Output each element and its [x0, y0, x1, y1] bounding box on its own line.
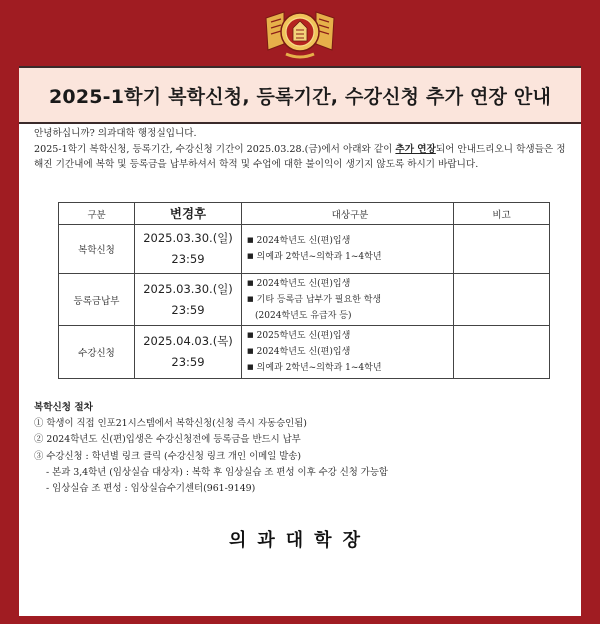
row-category: 복학신청: [59, 225, 135, 274]
deadline-time: 23:59: [171, 302, 205, 317]
header-target: 대상구분: [242, 203, 454, 225]
row-note: [454, 225, 550, 274]
row-deadline: [135, 274, 242, 326]
notice-document: [19, 66, 581, 616]
greeting-text: 안녕하십니까? 의과대학 행정실입니다.: [34, 128, 197, 139]
procedure-note: - 임상실습 조 편성 : 임상실습수기센터(961-9149): [46, 483, 256, 495]
university-emblem-icon: [262, 4, 338, 62]
bullet-icon: ■: [247, 278, 254, 287]
header-note: 비고: [454, 203, 550, 225]
row-deadline: [135, 326, 242, 379]
row-note: [454, 274, 550, 326]
schedule-table: [58, 202, 550, 379]
deadline-time: 23:59: [171, 355, 205, 369]
extension-highlight: 추가 연장: [395, 143, 436, 155]
deadline-date: 2025.03.30.(일): [143, 231, 233, 245]
notice-intro: [34, 126, 574, 173]
target-item: ■ 기타 등록금 납부가 필요한 학생: [247, 294, 382, 305]
row-deadline: [135, 225, 242, 274]
row-targets: [242, 326, 454, 379]
target-item: ■ 2025학년도 신(편)입생: [247, 331, 351, 341]
target-item: ■ 의예과 2학년~의학과 1~4학년: [247, 252, 382, 262]
notice-body: [34, 142, 574, 173]
procedure-step: ② 2024학년도 신(편)입생은 수강신청전에 등록금을 반드시 납부: [34, 434, 301, 446]
deadline-date: 2025.04.03.(목): [143, 334, 233, 348]
header-category: 구분: [59, 203, 135, 225]
bullet-icon: ■: [247, 252, 254, 260]
deadline-time: 23:59: [171, 252, 205, 266]
deadline-date: 2025.03.30.(일): [143, 281, 233, 296]
row-category: 수강신청: [59, 326, 135, 379]
target-item: ■ 의예과 2학년~의학과 1~4학년: [247, 363, 382, 373]
target-item: ■ 2024학년도 신(편)입생: [247, 278, 351, 289]
procedure-step: ① 학생이 직접 인포21시스템에서 복학신청(신청 즉시 자동승인됨): [34, 418, 307, 430]
bullet-icon: ■: [247, 331, 254, 339]
table-row: [59, 274, 550, 326]
target-item-extra: (2024학년도 유급자 등): [255, 310, 352, 321]
row-targets: [242, 274, 454, 326]
bullet-icon: ■: [247, 294, 254, 303]
procedure-section: [34, 400, 574, 497]
procedure-note: - 본과 3,4학년 (임상실습 대상자) : 복학 후 임상실습 조 편성 이후 수강 신청 가능함: [46, 466, 388, 478]
table-header-row: [59, 203, 550, 225]
row-targets: [242, 225, 454, 274]
row-note: [454, 326, 550, 379]
bullet-icon: ■: [247, 236, 254, 244]
table-row: [59, 225, 550, 274]
bullet-icon: ■: [247, 363, 254, 371]
dean-signoff: 의과대학장: [229, 530, 371, 551]
row-category: 등록금납부: [59, 274, 135, 326]
target-item: ■ 2024학년도 신(편)입생: [247, 236, 351, 246]
bullet-icon: ■: [247, 347, 254, 355]
body-suffix: 되어 안내드리오니 학생들은 정해진 기간내에 복학 및 등록금을 납부하셔서 학적 및 수업에 대한 불이익이 생기지 않도록 하시기 바랍니다.: [34, 143, 566, 170]
notice-title: 2025-1학기 복학신청, 등록기간, 수강신청 추가 연장 안내: [19, 66, 581, 124]
target-item: ■ 2024학년도 신(편)입생: [247, 347, 351, 357]
procedure-step: ③ 수강신청 : 학년별 링크 클릭 (수강신청 링크 개인 이메일 발송): [34, 450, 302, 462]
body-prefix: 2025-1학기 복학신청, 등록기간, 수강신청 기간이 2025.03.28.(금)에서 아래와 같이: [34, 143, 396, 155]
procedure-heading: 복학신청 절차: [34, 402, 93, 413]
header-changed: 변경후: [135, 203, 242, 225]
table-row: [59, 326, 550, 379]
